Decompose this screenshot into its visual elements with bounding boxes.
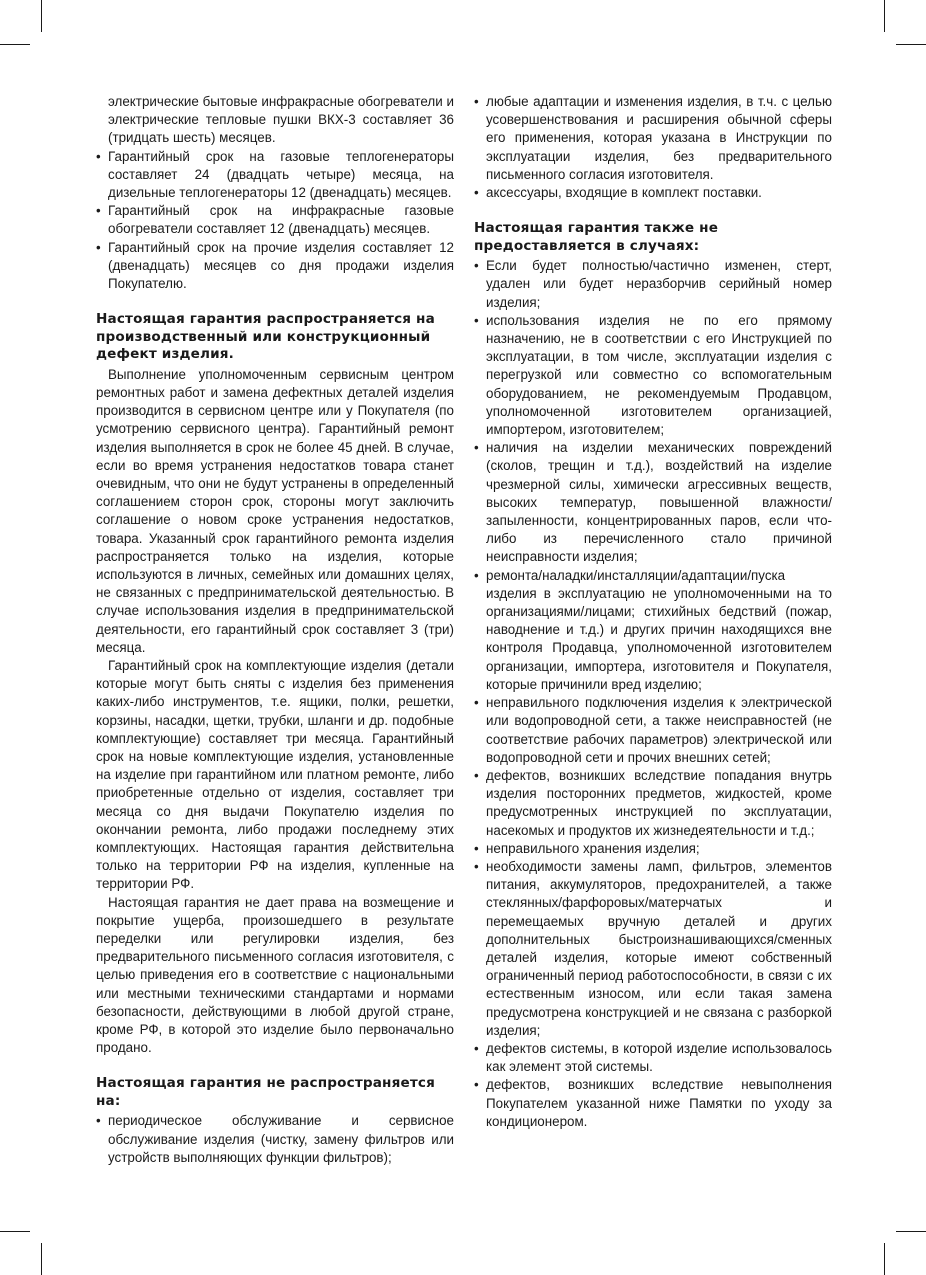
exclusions-list	[474, 257, 832, 1131]
crop-mark-top-left-h	[0, 44, 30, 45]
not-covered-item: • аксессуары, входящие в комплект поставки.	[474, 184, 832, 202]
exclusion-item: • дефектов, возникших вследствие попадания внутрь изделия посторонних предметов, жидкостей, кроме предусмотренных инструкцией по эксплуатации, насекомых и продуктов их жизнедеятельности и т.д.;	[474, 767, 832, 840]
crop-mark-bottom-left-h	[0, 1231, 30, 1232]
exclusion-item: • дефектов системы, в которой изделие использовалось как элемент этой системы.	[474, 1040, 832, 1076]
exclusion-item: • необходимости замены ламп, фильтров, элементов питания, аккумуляторов, предохранителей, а также стеклянных/фарфоровых/матерчатых и перемещаемых вручную деталей и других дополнительных быстроизнашивающихся/сменных деталей изделия, которые имеют собственный ограниченный период работоспособности, в связи с их естественным износом, или если такая замена предусмотрена конструкцией и не связана с разборкой изделия;	[474, 858, 832, 1040]
crop-mark-bottom-right-v	[884, 1243, 885, 1275]
heading-coverage: Настоящая гарантия распространяется на производственный или конструкционный дефект изделия.	[96, 311, 435, 363]
warranty-term-item: • Гарантийный срок на прочие изделия составляет 12 (двенадцать) месяцев со дня продажи изделия Покупателю.	[96, 239, 454, 294]
exclusion-item: • использования изделия не по его прямому назначению, не в соответствии с его Инструкцией по эксплуатации, в том числе, эксплуатации изделия с перегрузкой или совместно со вспомогательным оборудованием, не рекомендуемым Продавцом, уполномоченной изготовителем организацией, импортером, изготовителем;	[474, 312, 832, 439]
exclusion-item: • неправильного подключения изделия к электрической или водопроводной сети, а также неисправностей (не соответствие рабочих параметров) электрической или водопроводной сети и прочих внешних сетей;	[474, 694, 832, 767]
paragraph-repair: Выполнение уполномоченным сервисным центром ремонтных работ и замена дефектных деталей изделия производится в сервисном центре или у Покупателя (по усмотрению сервисного центра). Гарантийный ремонт изделия выполняется в срок не более 45 дней. В случае, если во время устранения недостатков товара станет очевидным, что они не будут устранены в определенный соглашением сторон срок, стороны могут заключить соглашение о новом сроке устранения недостатков, товара. Указанный срок гарантийного ремонта изделия распространяется только на изделия, которые используются в личных, семейных или домашних целях, не связанных с предпринимательской деятельностью. В случае использования изделия в предпринимательской деятельности, его гарантийный срок составляет 3 (три) месяца.	[96, 366, 454, 655]
exclusion-item: • Если будет полностью/частично изменен, стерт, удален или будет неразборчив серийный номер изделия;	[474, 257, 832, 312]
paragraph-components: Гарантийный срок на комплектующие изделия (детали которые могут быть сняты с изделия без применения каких-либо инструментов, т.е. ящики, полки, решетки, корзины, насадки, щетки, трубки, шланги и др. подобные комплектующие) составляет три месяца. Гарантийный срок на новые комплектующие изделия, установленные на изделие при гарантийном или платном ремонте, либо приобретенные отдельно от изделия, составляет три месяца со дня выдачи Покупателю изделия по окончании ремонта, либо продажи последнему этих комплектующих. Настоящая гарантия действительна только на территории РФ на изделия, купленные на территории РФ.	[96, 657, 454, 892]
exclusion-item: • неправильного хранения изделия;	[474, 840, 832, 858]
warranty-term-item: • Гарантийный срок на газовые теплогенераторы составляет 24 (двадцать четыре) месяца, на дизельные теплогенераторы 12 (двенадцать) месяцев.	[96, 148, 454, 203]
not-covered-item: • любые адаптации и изменения изделия, в т.ч. с целью усовершенствования и расширения обычной сферы его применения, которая указана в Инструкции по эксплуатации изделия, без предварительного письменного согласия изготовителя.	[474, 93, 832, 184]
crop-mark-top-left-v	[41, 0, 42, 32]
paragraph-modifications: Настоящая гарантия не дает права на возмещение и покрытие ущерба, произошедшего в результате переделки или регулировки изделия, без предварительного письменного согласия изготовителя, с целью приведения его в соответствие с национальными или местными техническими стандартами и нормами безопасности, действующими в любой другой стране, кроме РФ, в которой это изделие было первоначально продано.	[96, 894, 454, 1056]
exclusion-item: • ремонта/наладки/инсталляции/адаптации/пуска изделия в эксплуатацию не уполномоченными на то организациями/лицами; стихийных бедствий (пожар, наводнение и т.д.) и других причин находящихся вне контроля Продавца, уполномоченной изготовителем организации, импортера, изготовителя и Покупателя, которые причинили вред изделию;	[474, 567, 832, 694]
exclusion-item: • наличия на изделии механических повреждений (сколов, трещин и т.д.), воздействий на изделие чрезмерной силы, химически агрессивных веществ, высоких температур, повышенной влажности/запыленности, концентрированных паров, если что-либо из перечисленного стало причиной неисправности изделия;	[474, 439, 832, 566]
exclusion-item: • дефектов, возникших вследствие невыполнения Покупателем указанной ниже Памятки по уходу за кондиционером.	[474, 1076, 832, 1131]
not-covered-list	[96, 1112, 454, 1167]
crop-mark-top-right-v	[884, 0, 885, 32]
not-covered-list-continued	[474, 93, 832, 202]
crop-mark-bottom-right-h	[896, 1231, 926, 1232]
warranty-term-item: • Гарантийный срок на инфракрасные газовые обогреватели составляет 12 (двенадцать) месяцев.	[96, 202, 454, 238]
crop-mark-bottom-left-v	[41, 1243, 42, 1275]
warranty-terms-list	[96, 148, 454, 294]
not-covered-item: • периодическое обслуживание и сервисное обслуживание изделия (чистку, замену фильтров или устройств выполняющих функции фильтров);	[96, 1112, 454, 1167]
heading-not-covered: Настоящая гарантия не распространяется на:	[96, 1075, 435, 1109]
crop-mark-top-right-h	[896, 44, 926, 45]
intro-continuation: электрические бытовые инфракрасные обогреватели и электрические тепловые пушки ВКХ-3 составляет 36 (тридцать шесть) месяцев.	[108, 94, 454, 146]
right-column	[474, 93, 832, 1131]
left-column	[96, 93, 454, 1167]
heading-exclusions: Настоящая гарантия также не предоставляется в случаях:	[474, 220, 719, 254]
